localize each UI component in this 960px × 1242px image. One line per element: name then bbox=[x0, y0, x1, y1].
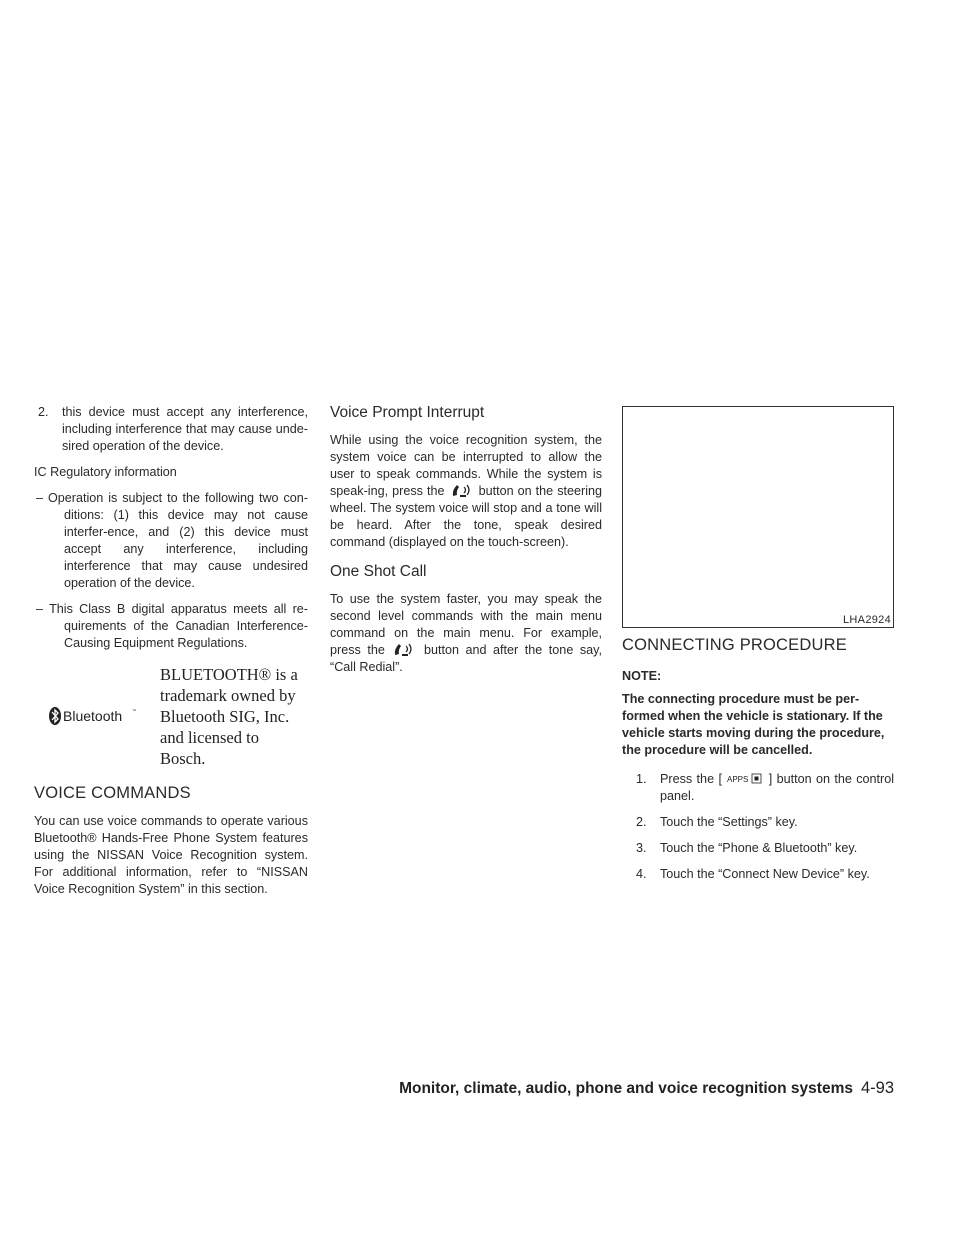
voice-prompt-interrupt-heading: Voice Prompt Interrupt bbox=[330, 404, 485, 421]
voice-commands-heading: VOICE COMMANDS bbox=[34, 784, 191, 802]
list-text: Touch the “Connect New Device” key. bbox=[660, 867, 870, 881]
page-footer bbox=[399, 1079, 894, 1098]
trademark-line: trademark owned by bbox=[160, 685, 296, 705]
middle-column bbox=[330, 404, 602, 676]
apps-icon-text: APPS bbox=[727, 775, 749, 784]
figure-placeholder bbox=[622, 406, 894, 628]
voice-prompt-interrupt-text bbox=[330, 432, 602, 551]
bluetooth-rune-icon bbox=[48, 705, 140, 727]
list-number: 3. bbox=[636, 841, 647, 855]
connecting-procedure-heading: CONNECTING PROCEDURE bbox=[622, 636, 847, 654]
list-text: this device must accept any interference, including interference that may cause unde-sired operation of the device. bbox=[62, 405, 308, 453]
list-item bbox=[622, 866, 894, 883]
bluetooth-trademark-text bbox=[160, 664, 298, 769]
list-item bbox=[622, 771, 894, 805]
text-run: To use the system faster, you may speak the second level commands with the main menu command on the main menu. For example, press the bbox=[330, 592, 602, 657]
trademark-line: Bluetooth SIG, Inc. bbox=[160, 706, 290, 726]
list-number: 1. bbox=[636, 772, 647, 786]
text-run: ] button on the control panel. bbox=[660, 772, 895, 803]
list-number: 2. bbox=[38, 405, 49, 419]
dash-item-operation: – Operation is subject to the following two con-ditions: (1) this device may not cause interfer-ence, and (2) this device must accept any interference, including interference that may cause undesired operation of the device. bbox=[36, 491, 308, 590]
figure-label: LHA2924 bbox=[843, 614, 891, 626]
list-number: 4. bbox=[636, 867, 647, 881]
text-run: Press the [ bbox=[660, 772, 722, 786]
left-column bbox=[34, 404, 308, 898]
svg-text:™: ™ bbox=[132, 708, 136, 713]
list-item bbox=[622, 814, 894, 831]
apps-button-icon bbox=[727, 773, 763, 784]
ic-regulatory-heading: IC Regulatory information bbox=[34, 465, 177, 479]
page-number: 4-93 bbox=[860, 1079, 894, 1097]
note-label: NOTE: bbox=[622, 669, 662, 683]
voice-commands-text: You can use voice commands to operate various Bluetooth® Hands-Free Phone System features using the NISSAN Voice Recognition system. For additional information, refer to “NISSAN Voice Recognition System” in this section. bbox=[34, 814, 308, 896]
one-shot-call-text bbox=[330, 591, 602, 676]
text-run: button and after the tone say, “Call Redial”. bbox=[330, 643, 603, 674]
text-run: While using the voice recognition system, the system voice can be interrupted to allow the user to speak commands. While the system is speak-ing, press the bbox=[330, 433, 602, 498]
list-item bbox=[622, 840, 894, 857]
trademark-line: Bosch. bbox=[160, 748, 206, 768]
list-text: Touch the “Phone & Bluetooth” key. bbox=[660, 841, 858, 855]
one-shot-call-heading: One Shot Call bbox=[330, 563, 427, 580]
trademark-line: BLUETOOTH® is a bbox=[160, 664, 298, 684]
note-text: The connecting procedure must be per-formed when the vehicle is stationary. If the vehicle starts moving during the procedure, the procedure will be cancelled. bbox=[622, 692, 885, 757]
list-text: Touch the “Settings” key. bbox=[660, 815, 798, 829]
list-number: 2. bbox=[636, 815, 647, 829]
bluetooth-logo-text: Bluetooth bbox=[63, 708, 123, 724]
bluetooth-logo bbox=[48, 705, 140, 727]
talk-button-icon bbox=[393, 643, 415, 657]
bluetooth-trademark-block bbox=[34, 664, 308, 768]
text-run: button on the steering wheel. The system voice will stop and a tone will be heard. After the tone, speak desired command (displayed on the touch-screen). bbox=[330, 484, 603, 549]
talk-button-icon bbox=[451, 484, 473, 498]
right-column bbox=[622, 636, 894, 883]
dash-item-class-b: – This Class B digital apparatus meets all re-quirements of the Canadian Interference-Causing Equipment Regulations. bbox=[36, 602, 308, 650]
trademark-line: and licensed to bbox=[160, 727, 259, 747]
list-item bbox=[34, 404, 308, 455]
footer-section-title: Monitor, climate, audio, phone and voice recognition systems bbox=[399, 1080, 853, 1097]
list-text bbox=[660, 771, 894, 805]
